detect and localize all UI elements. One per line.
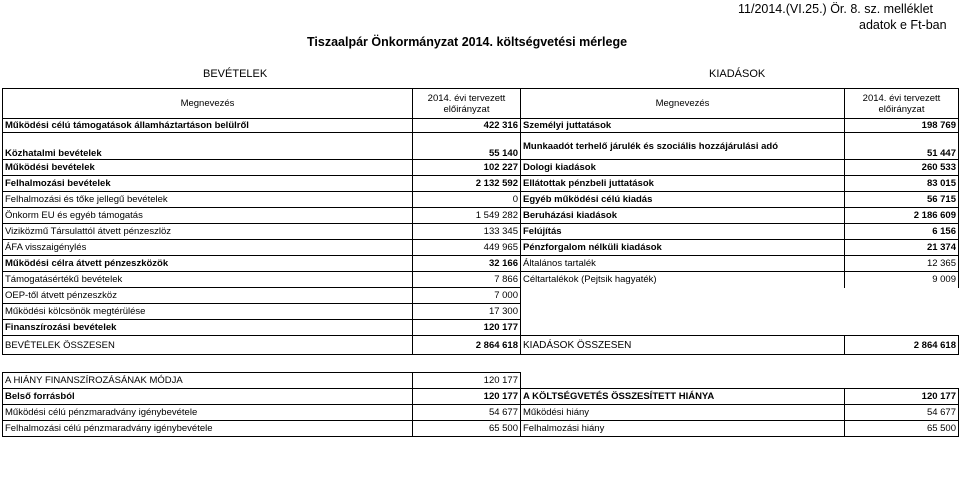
income-name-header: Megnevezés [3,89,413,119]
expense-value: 12 365 [845,256,959,272]
planned-header-line1: 2014. évi tervezett [427,92,506,104]
table-row [3,256,959,272]
deficit-row [3,389,959,405]
column-header-row [3,89,959,119]
expense-planned-header [845,89,959,119]
income-value: 2 132 592 [413,176,521,192]
ref-line: 11/2014.(VI.25.) Ör. 8. sz. melléklet [738,2,933,16]
income-section-label: BEVÉTELEK [203,68,268,80]
income-total-label: BEVÉTELEK ÖSSZESEN [3,336,413,355]
expense-item [521,288,845,304]
expense-value [845,304,959,320]
expense-section-label: KIADÁSOK [709,68,766,80]
income-value: 422 316 [413,119,521,133]
expense-item: Dologi kiadások [521,160,845,176]
income-value: 17 300 [413,304,521,320]
expense-value: 83 015 [845,176,959,192]
deficit-source-value: 54 677 [413,405,521,421]
deficit-row [3,405,959,421]
deficit-item: Felhalmozási hiány [521,421,845,437]
income-value: 32 166 [413,256,521,272]
income-item: Támogatásértékű bevételek [3,272,413,288]
expense-value: 21 374 [845,240,959,256]
expense-item: Munkaadót terhelő járulék és szociális hozzájárulási adó [521,133,845,160]
deficit-item: A KÖLTSÉGVETÉS ÖSSZESÍTETT HIÁNYA [521,389,845,405]
income-planned-header [413,89,521,119]
deficit-heading-row [3,373,959,389]
planned-header-line2: előirányzat [878,103,925,115]
expense-total-value: 2 864 618 [845,336,959,355]
expense-item: Beruházási kiadások [521,208,845,224]
income-item: Finanszírozási bevételek [3,320,413,336]
income-value: 7 866 [413,272,521,288]
income-value: 449 965 [413,240,521,256]
table-row [3,288,959,304]
income-value: 1 549 282 [413,208,521,224]
income-value: 0 [413,192,521,208]
table-row [3,304,959,320]
income-item: Felhalmozási és tőke jellegű bevételek [3,192,413,208]
expense-item [521,320,845,336]
income-value: 133 345 [413,224,521,240]
planned-header-line2: előirányzat [443,103,490,115]
table-row [3,119,959,133]
expense-item: Személyi juttatások [521,119,845,133]
expense-item: Pénzforgalom nélküli kiadások [521,240,845,256]
income-item: Közhatalmi bevételek [3,133,413,160]
deficit-source-item: Felhalmozási célú pénzmaradvány igénybevétele [3,421,413,437]
table-row [3,224,959,240]
budget-table [2,88,959,437]
deficit-source-value: 120 177 [413,389,521,405]
deficit-source-value: 65 500 [413,421,521,437]
income-value: 120 177 [413,320,521,336]
expense-value: 260 533 [845,160,959,176]
deficit-row [3,421,959,437]
expense-value [845,320,959,336]
income-item: Viziközmű Társulattól átvett pénzeszlöz [3,224,413,240]
deficit-source-item: Belső forrásból [3,389,413,405]
deficit-item: Működési hiány [521,405,845,421]
expense-total-label: KIADÁSOK ÖSSZESEN [521,336,845,355]
income-item: Működési célú támogatások államháztartáson belülről [3,119,413,133]
income-value: 102 227 [413,160,521,176]
income-value: 55 140 [413,133,521,160]
deficit-value: 54 677 [845,405,959,421]
expense-value: 6 156 [845,224,959,240]
income-item: Önkorm EU és egyéb támogatás [3,208,413,224]
expense-value: 56 715 [845,192,959,208]
deficit-heading-value: 120 177 [413,373,521,389]
deficit-source-item: Működési célú pénzmaradvány igénybevétele [3,405,413,421]
expense-item [521,304,845,320]
expense-item: Egyéb működési célú kiadás [521,192,845,208]
deficit-value: 65 500 [845,421,959,437]
income-item: Működési célra átvett pénzeszközök [3,256,413,272]
expense-value: 2 186 609 [845,208,959,224]
table-row [3,160,959,176]
income-value: 7 000 [413,288,521,304]
table-row [3,240,959,256]
planned-header-line1: 2014. évi tervezett [862,92,941,104]
expense-item: Ellátottak pénzbeli juttatások [521,176,845,192]
table-row [3,192,959,208]
income-item: Működési kölcsönök megtérülése [3,304,413,320]
expense-value: 198 769 [845,119,959,133]
income-item: ÁFA visszaigénylés [3,240,413,256]
income-total-value: 2 864 618 [413,336,521,355]
expense-value: 9 009 [845,272,959,288]
expense-item: Felújítás [521,224,845,240]
expense-value [845,288,959,304]
income-item: Felhalmozási bevételek [3,176,413,192]
expense-item: Céltartalékok (Pejtsik hagyaték) [521,272,845,288]
table-row [3,208,959,224]
deficit-heading: A HIÁNY FINANSZÍROZÁSÁNAK MÓDJA [3,373,413,389]
expense-item: Általános tartalék [521,256,845,272]
table-row [3,320,959,336]
totals-row [3,336,959,355]
table-row [3,176,959,192]
spacer-row [3,355,959,373]
currency-line: adatok e Ft-ban [859,18,947,32]
table-row [3,272,959,288]
page-title: Tiszaalpár Önkormányzat 2014. költségvetési mérlege [307,35,628,49]
expense-name-header: Megnevezés [521,89,845,119]
expense-value: 51 447 [845,133,959,160]
income-item: Működési bevételek [3,160,413,176]
table-row [3,133,959,160]
income-item: OEP-től átvett pénzeszköz [3,288,413,304]
deficit-value: 120 177 [845,389,959,405]
